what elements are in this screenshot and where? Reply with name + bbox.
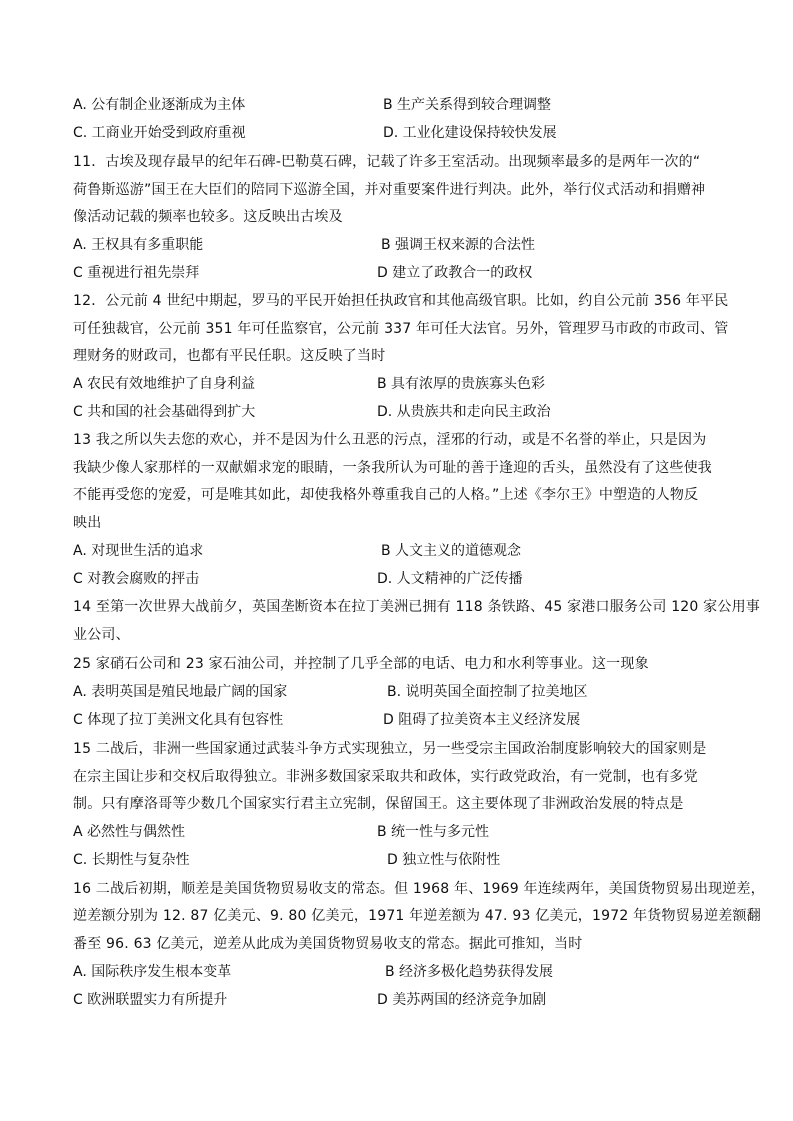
question-11-line-2: 荷鲁斯巡游”国王在大臣们的陪同下巡游全国，并对重要案件进行判决。此外，举行仪式活动和捐赠神 — [73, 182, 706, 198]
question-12-line-3: 理财务的财政司，也都有平民任职。这反映了当时 — [73, 348, 386, 364]
option-d: D 美苏两国的经济竞争加剧 — [377, 992, 547, 1008]
option-c: C. 工商业开始受到政府重视 — [73, 125, 246, 141]
option-d: D. 人文精神的广泛传播 — [377, 571, 523, 587]
option-a: A. 国际秩序发生根本变革 — [73, 964, 232, 980]
option-b: B 强调王权来源的合法性 — [381, 237, 536, 253]
option-d: D. 从贵族共和走向民主政治 — [377, 404, 551, 420]
question-15-line-1: 15 二战后，非洲一些国家通过武装斗争方式实现独立，另一些受宗主国政治制度影响较大的国家则是 — [73, 741, 707, 757]
option-a: A. 对现世生活的追求 — [73, 543, 204, 559]
option-b: B. 说明英国全面控制了拉美地区 — [387, 684, 588, 700]
option-c: C 体现了拉丁美洲文化具有包容性 — [73, 712, 284, 728]
option-b: B 经济多极化趋势获得发展 — [385, 964, 554, 980]
question-13-line-2: 我缺少像人家那样的一双献媚求宠的眼睛，一条我所认为可耻的善于逢迎的舌头，虽然没有了这些使我 — [73, 460, 712, 476]
question-12-line-2: 可任独裁官，公元前 351 年可任监察官，公元前 337 年可任大法官。另外，管理罗马市政的市政司、管 — [73, 321, 729, 337]
question-14-line-3: 25 家硝石公司和 23 家石油公司，并控制了几乎全部的电话、电力和水利等事业。这一现象 — [73, 656, 649, 672]
question-12-line-1: 12．公元前 4 世纪中期起，罗马的平民开始担任执政官和其他高级官职。比如，约自公元前 356 年平民 — [73, 293, 729, 309]
question-14-line-1: 14 至第一次世界大战前夕，英国垄断资本在拉丁美洲已拥有 118 条铁路、45 家港口服务公司 120 家公用事 — [73, 599, 760, 615]
option-d: D 阻碍了拉美资本主义经济发展 — [383, 712, 581, 728]
option-d: D 独立性与依附性 — [387, 852, 501, 868]
question-15-line-3: 制。只有摩洛哥等少数几个国家实行君主立宪制，保留国王。这主要体现了非洲政治发展的特点是 — [73, 796, 684, 812]
question-13-line-1: 13 我之所以失去您的欢心，并不是因为什么丑恶的污点，淫邪的行动，或是不名誉的举止，只是因为 — [73, 432, 707, 448]
question-16-line-1: 16 二战后初期，顺差是美国货物贸易收支的常态。但 1968 年、1969 年连续两年，美国货物贸易出现逆差， — [73, 881, 765, 897]
option-b: B 人文主义的道德观念 — [381, 543, 522, 559]
option-c: C 对教会腐败的抨击 — [73, 571, 200, 587]
question-13-line-3: 不能再受您的宠爱，可是唯其如此，却使我格外尊重我自己的人格。”上述《李尔王》中塑造的人物反 — [73, 487, 699, 503]
option-c: C 重视进行祖先崇拜 — [73, 265, 200, 281]
question-16-line-2: 逆差额分别为 12. 87 亿美元、9. 80 亿美元，1971 年逆差额为 47. 93 亿美元，1972 年货物贸易逆差额翻 — [73, 908, 761, 924]
option-c: C. 长期性与复杂性 — [73, 852, 190, 868]
option-b: B 统一性与多元性 — [377, 824, 490, 840]
option-a: A 农民有效地维护了自身利益 — [73, 376, 256, 392]
question-16-line-3: 番至 96. 63 亿美元，逆差从此成为美国货物贸易收支的常态。据此可推知，当时 — [73, 936, 583, 952]
question-15-line-2: 在宗主国让步和交权后取得独立。非洲多数国家采取共和政体，实行政党政治，有一党制，也有多党 — [73, 769, 698, 785]
option-d: D 建立了政教合一的政权 — [377, 265, 533, 281]
option-b: B 具有浓厚的贵族寡头色彩 — [377, 376, 546, 392]
option-a: A. 公有制企业逐渐成为主体 — [73, 97, 246, 113]
option-a: A. 王权具有多重职能 — [73, 237, 204, 253]
question-13-line-4: 映出 — [73, 515, 102, 531]
question-11-line-1: 11．古埃及现存最早的纪年石碑-巴勒莫石碑，记载了许多王室活动。出现频率最多的是两年一次的“ — [73, 154, 701, 170]
option-b: B 生产关系得到较合理调整 — [383, 97, 552, 113]
question-14-line-2: 业公司、 — [73, 627, 130, 643]
option-a: A. 表明英国是殖民地最广阔的国家 — [73, 684, 288, 700]
option-c: C 欧洲联盟实力有所提升 — [73, 992, 228, 1008]
option-a: A 必然性与偶然性 — [73, 824, 186, 840]
question-11-line-3: 像活动记载的频率也较多。这反映出古埃及 — [73, 209, 343, 225]
option-c: C 共和国的社会基础得到扩大 — [73, 404, 256, 420]
option-d: D. 工业化建设保持较快发展 — [383, 125, 557, 141]
